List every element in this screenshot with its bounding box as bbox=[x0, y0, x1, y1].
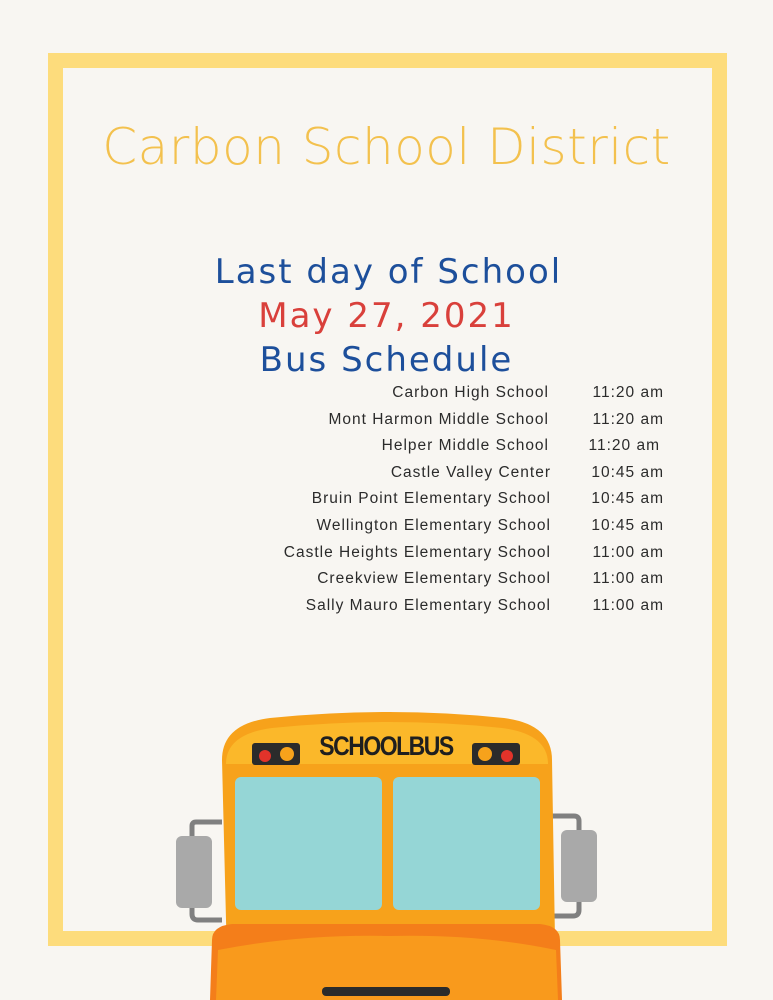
dismissal-time: 11:00 am bbox=[592, 570, 664, 588]
district-title: Carbon School District bbox=[102, 118, 671, 176]
school-name: Sally Mauro Elementary School bbox=[305, 596, 551, 614]
school-name: Creekview Elementary School bbox=[317, 570, 551, 588]
schedule-row bbox=[0, 490, 773, 517]
school-name: Wellington Elementary School bbox=[316, 516, 551, 534]
school-name: Carbon High School bbox=[392, 384, 549, 401]
schedule-row bbox=[0, 570, 773, 597]
bus-schedule-heading: Bus Schedule bbox=[259, 340, 514, 380]
schedule-row bbox=[0, 517, 773, 544]
date-heading: May 27, 2021 bbox=[258, 296, 515, 336]
left-mirror bbox=[176, 822, 222, 920]
schedule-row bbox=[0, 437, 773, 464]
dismissal-time: 11:20 am bbox=[588, 437, 660, 455]
schedule-row bbox=[0, 384, 773, 411]
dismissal-time: 11:00 am bbox=[592, 543, 664, 561]
right-mirror bbox=[550, 816, 597, 916]
right-windshield bbox=[393, 777, 540, 910]
schedule-row bbox=[0, 411, 773, 438]
school-name: Bruin Point Elementary School bbox=[311, 490, 551, 508]
school-name: Helper Middle School bbox=[381, 437, 549, 455]
dismissal-time: 11:20 am bbox=[592, 410, 664, 428]
school-name: Mont Harmon Middle School bbox=[328, 410, 549, 428]
dismissal-time: 10:45 am bbox=[591, 463, 664, 481]
school-name: Castle Heights Elementary School bbox=[283, 543, 551, 561]
schedule-row bbox=[0, 464, 773, 491]
last-day-heading: Last day of School bbox=[214, 252, 563, 292]
schedule-list bbox=[0, 384, 773, 623]
school-name: Castle Valley Center bbox=[390, 463, 551, 481]
dismissal-time: 11:00 am bbox=[592, 596, 664, 614]
dismissal-time: 10:45 am bbox=[591, 516, 664, 534]
dismissal-time: 10:45 am bbox=[591, 490, 664, 508]
left-windshield bbox=[235, 777, 382, 910]
schedule-row bbox=[0, 597, 773, 624]
schedule-row bbox=[0, 544, 773, 571]
bus-sign: SCHOOLBUS bbox=[319, 730, 453, 761]
dismissal-time: 11:20 am bbox=[592, 384, 664, 401]
